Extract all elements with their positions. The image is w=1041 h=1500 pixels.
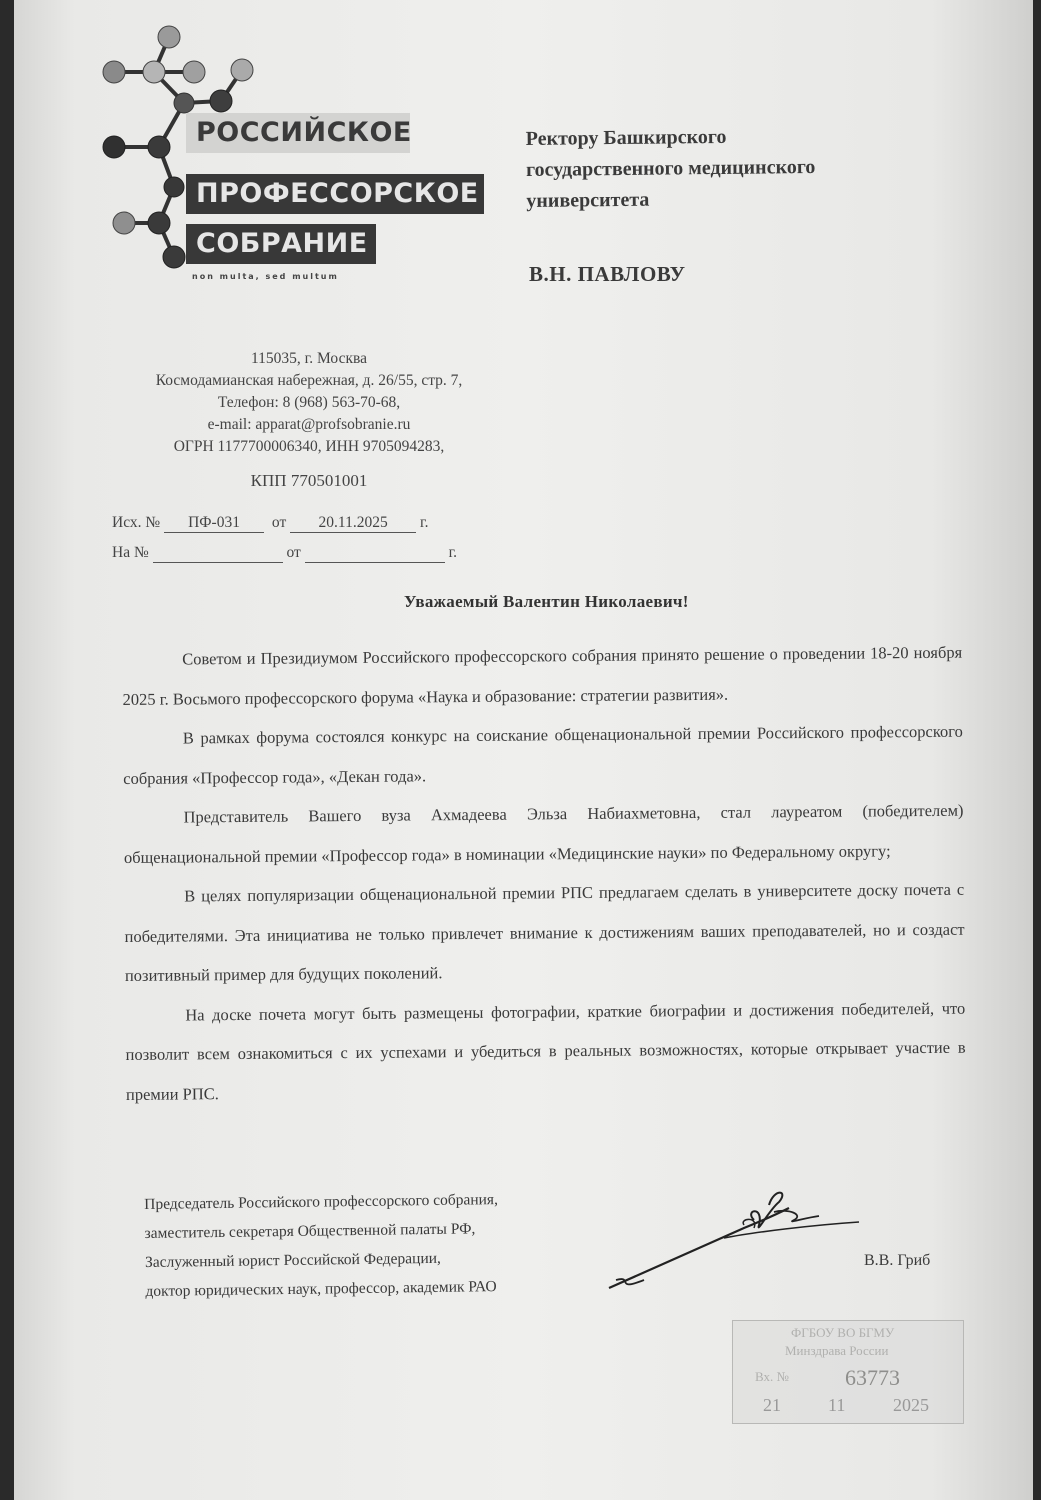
stamp-in-number: 63773 [845, 1365, 900, 1390]
stamp-date-month: 11 [828, 1395, 846, 1415]
outgoing-year-suffix: г. [420, 514, 429, 531]
sender-address [109, 348, 509, 492]
salutation: Уважаемый Валентин Николаевич! [404, 592, 689, 611]
logo-motto: non multa, sed multum [192, 272, 339, 281]
recipient-title-line: государственного медицинского [525, 155, 816, 181]
signer-title-line: заместитель секретаря Общественной палаты РФ, [144, 1220, 476, 1242]
stamp-line: Минздрава России [785, 1343, 889, 1358]
body-paragraph: Советом и Президиумом Российского профессорского собрания принято решение о проведении 18-20 ноября 2025 г. Восьмого профессорского форума «Наука и образование: стратегии развития». [122, 642, 963, 709]
reply-date [305, 544, 445, 563]
stamp-date-year: 2025 [893, 1395, 929, 1415]
kpp-line: КПП 770501001 [250, 471, 368, 490]
outgoing-date: 20.11.2025 [290, 514, 416, 533]
outgoing-reference [112, 514, 428, 533]
address-line: e-mail: apparat@profsobranie.ru [207, 416, 411, 433]
signer-title-line: Председатель Российского профессорского собрания, [144, 1191, 499, 1213]
stamp-line: ФГБОУ ВО БГМУ [791, 1325, 895, 1340]
reply-label: На № [112, 544, 149, 561]
recipient-title [526, 120, 907, 217]
outgoing-number: ПФ-031 [164, 514, 264, 533]
outgoing-label: Исх. № [112, 514, 161, 531]
recipient-name: В.Н. ПАВЛОВУ [529, 262, 686, 286]
body-paragraph: На доске почета могут быть размещены фотографии, краткие биографии и достижения победителей, что позволит всем ознакомиться с их успехами и убедиться в реальных возможностях, которые открывает участие в премии РПС. [125, 998, 966, 1104]
reply-reference [112, 544, 457, 563]
reply-number [153, 544, 283, 563]
signer-titles [144, 1183, 616, 1306]
reply-year-suffix: г. [448, 544, 458, 561]
signer-title-line: Заслуженный юрист Российской Федерации, [144, 1249, 441, 1271]
outgoing-from-label: от [271, 514, 287, 531]
reply-from-label: от [286, 544, 301, 561]
recipient-title-line: Ректору Башкирского [525, 125, 727, 150]
body-paragraph: В целях популяризации общенациональной премии РПС предлагаем сделать в университете доску почета с победителями. Эта инициатива не только привлечет внимание к достижениям ваших преподавателей, но и создаст позитивный пример для будущих поколений. [124, 879, 965, 985]
body-paragraph: В рамках форума состоялся конкурс на соискание общенациональной премии Российского профессорского собрания «Профессор года», «Декан года». [123, 721, 963, 788]
letter-page [14, 0, 1033, 1500]
address-line: ОГРН 1177700006340, ИНН 9705094283, [173, 438, 445, 455]
signer-title-line: доктор юридических наук, профессор, академик РАО [145, 1278, 497, 1300]
handwritten-signature-icon [604, 1180, 864, 1300]
stamp-in-label: Вх. № [755, 1369, 789, 1384]
letter-body [122, 633, 966, 1114]
registration-stamp [732, 1320, 964, 1424]
address-line: 115035, г. Москва [251, 350, 367, 367]
body-paragraph: Представитель Вашего вуза Ахмадеева Эльза Набиахметовна, стал лауреатом (победителем) общенациональной премии «Профессор года» в номинации «Медицинские науки» по Федеральному округу; [123, 800, 964, 867]
logo-text-line-2: ПРОФЕССОРСКОЕ [186, 174, 484, 214]
logo-text-line-1: РОССИЙСКОЕ [186, 113, 410, 153]
address-line: Космодамианская набережная, д. 26/55, стр. 7, [155, 372, 463, 389]
address-line: Телефон: 8 (968) 563-70-68, [217, 394, 401, 411]
stamp-date-day: 21 [763, 1395, 781, 1415]
recipient-title-line: университета [526, 188, 650, 212]
signer-name: В.В. Гриб [864, 1252, 931, 1269]
logo-text-line-3: СОБРАНИЕ [186, 224, 376, 264]
